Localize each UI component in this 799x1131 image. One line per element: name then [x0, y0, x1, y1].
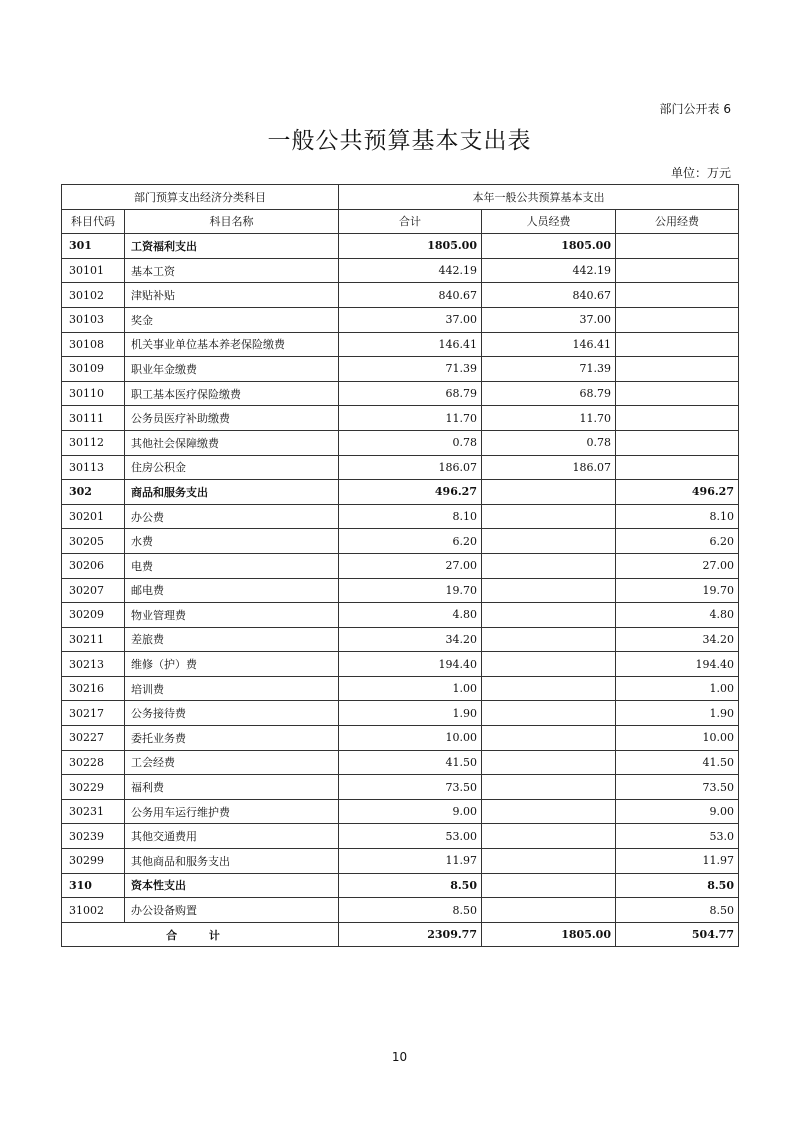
row-name-cell: 公务用车运行维护费: [125, 799, 339, 824]
row-name-cell: 委托业务费: [125, 726, 339, 751]
row-public-cell: 34.20: [616, 627, 739, 652]
row-total-cell: 27.00: [339, 553, 482, 578]
row-public-cell: [616, 258, 739, 283]
row-code-cell: 30229: [62, 775, 125, 800]
row-total-cell: 840.67: [339, 283, 482, 308]
header-group-row: [62, 185, 739, 210]
unit-label: 单位：万元: [670, 166, 731, 180]
budget-table: [61, 184, 739, 947]
row-code-cell: 310: [62, 873, 125, 898]
row-public-cell: 41.50: [616, 750, 739, 775]
row-total-cell: 1.90: [339, 701, 482, 726]
row-name-cell: 维修（护）费: [125, 652, 339, 677]
row-personnel-cell: 0.78: [482, 430, 616, 455]
row-public-cell: 27.00: [616, 553, 739, 578]
row-name-cell: 差旅费: [125, 627, 339, 652]
row-personnel-cell: [482, 726, 616, 751]
row-name-cell: 机关事业单位基本养老保险缴费: [125, 332, 339, 357]
row-total-cell: 73.50: [339, 775, 482, 800]
row-personnel-cell: [482, 750, 616, 775]
row-personnel-cell: [482, 578, 616, 603]
row-name-cell: 奖金: [125, 307, 339, 332]
row-total-cell: 0.78: [339, 430, 482, 455]
row-personnel-cell: 840.67: [482, 283, 616, 308]
header-public: 公用经费: [616, 209, 739, 234]
row-code-cell: 30102: [62, 283, 125, 308]
row-name-cell: 水费: [125, 529, 339, 554]
row-public-cell: 73.50: [616, 775, 739, 800]
row-personnel-cell: [482, 775, 616, 800]
row-name-cell: 物业管理费: [125, 603, 339, 628]
table-row: [62, 406, 739, 431]
header-code: 科目代码: [62, 209, 125, 234]
row-code-cell: 302: [62, 480, 125, 505]
row-name-cell: 资本性支出: [125, 873, 339, 898]
row-name-cell: 其他商品和服务支出: [125, 849, 339, 874]
row-personnel-cell: 68.79: [482, 381, 616, 406]
row-code-cell: 30113: [62, 455, 125, 480]
row-public-cell: 8.50: [616, 898, 739, 923]
table-row: [62, 676, 739, 701]
row-personnel-cell: [482, 873, 616, 898]
row-public-cell: 1.90: [616, 701, 739, 726]
table-row: [62, 824, 739, 849]
row-name-cell: 商品和服务支出: [125, 480, 339, 505]
row-name-cell: 培训费: [125, 676, 339, 701]
row-code-cell: 30213: [62, 652, 125, 677]
row-code-cell: 30209: [62, 603, 125, 628]
table-row: [62, 381, 739, 406]
row-total-cell: 71.39: [339, 357, 482, 382]
table-row: [62, 357, 739, 382]
table-row: [62, 578, 739, 603]
row-total-cell: 186.07: [339, 455, 482, 480]
row-total-cell: 10.00: [339, 726, 482, 751]
row-personnel-cell: [482, 627, 616, 652]
row-public-cell: [616, 234, 739, 259]
row-public-cell: 11.97: [616, 849, 739, 874]
row-personnel-cell: 1805.00: [482, 234, 616, 259]
row-code-cell: 30201: [62, 504, 125, 529]
row-personnel-cell: [482, 529, 616, 554]
row-name-cell: 其他社会保障缴费: [125, 430, 339, 455]
row-name-cell: 公务员医疗补助缴费: [125, 406, 339, 431]
row-public-cell: [616, 406, 739, 431]
row-personnel-cell: [482, 701, 616, 726]
header-name: 科目名称: [125, 209, 339, 234]
row-public-cell: 9.00: [616, 799, 739, 824]
table-row: [62, 529, 739, 554]
table-row: [62, 430, 739, 455]
table-row: [62, 701, 739, 726]
row-name-cell: 基本工资: [125, 258, 339, 283]
row-personnel-cell: 442.19: [482, 258, 616, 283]
row-personnel-cell: [482, 898, 616, 923]
row-name-cell: 职工基本医疗保险缴费: [125, 381, 339, 406]
row-personnel-cell: [482, 676, 616, 701]
total-sum-cell: 2309.77: [339, 922, 482, 947]
table-row: [62, 799, 739, 824]
form-number: 部门公开表 6: [659, 102, 731, 116]
row-total-cell: 146.41: [339, 332, 482, 357]
row-code-cell: 30299: [62, 849, 125, 874]
header-personnel: 人员经费: [482, 209, 616, 234]
table-row: [62, 258, 739, 283]
header-column-row: [62, 209, 739, 234]
row-personnel-cell: [482, 504, 616, 529]
row-code-cell: 30103: [62, 307, 125, 332]
table-row: [62, 775, 739, 800]
table-row: [62, 455, 739, 480]
row-personnel-cell: 146.41: [482, 332, 616, 357]
row-public-cell: 1.00: [616, 676, 739, 701]
row-name-cell: 职业年金缴费: [125, 357, 339, 382]
page-title: 一般公共预算基本支出表: [267, 128, 532, 154]
total-personnel-cell: 1805.00: [482, 922, 616, 947]
row-name-cell: 工资福利支出: [125, 234, 339, 259]
row-code-cell: 30109: [62, 357, 125, 382]
row-public-cell: [616, 430, 739, 455]
row-public-cell: 496.27: [616, 480, 739, 505]
row-name-cell: 其他交通费用: [125, 824, 339, 849]
header-group-expenditure: 本年一般公共预算基本支出: [339, 185, 739, 210]
row-total-cell: 19.70: [339, 578, 482, 603]
row-code-cell: 31002: [62, 898, 125, 923]
row-total-cell: 8.50: [339, 873, 482, 898]
row-code-cell: 30206: [62, 553, 125, 578]
row-total-cell: 8.50: [339, 898, 482, 923]
row-total-cell: 442.19: [339, 258, 482, 283]
row-total-cell: 34.20: [339, 627, 482, 652]
row-code-cell: 30108: [62, 332, 125, 357]
row-total-cell: 194.40: [339, 652, 482, 677]
row-personnel-cell: [482, 799, 616, 824]
row-public-cell: [616, 332, 739, 357]
row-total-cell: 4.80: [339, 603, 482, 628]
row-personnel-cell: [482, 480, 616, 505]
table-body: [62, 234, 739, 923]
row-code-cell: 30228: [62, 750, 125, 775]
row-personnel-cell: [482, 849, 616, 874]
row-code-cell: 30112: [62, 430, 125, 455]
row-personnel-cell: [482, 553, 616, 578]
row-public-cell: 194.40: [616, 652, 739, 677]
row-code-cell: 30227: [62, 726, 125, 751]
row-public-cell: 8.10: [616, 504, 739, 529]
row-total-cell: 496.27: [339, 480, 482, 505]
total-row: [62, 922, 739, 947]
table-row: [62, 726, 739, 751]
row-name-cell: 办公费: [125, 504, 339, 529]
row-code-cell: 30239: [62, 824, 125, 849]
row-public-cell: [616, 307, 739, 332]
row-total-cell: 53.00: [339, 824, 482, 849]
row-code-cell: 30205: [62, 529, 125, 554]
table-row: [62, 553, 739, 578]
row-public-cell: 53.0: [616, 824, 739, 849]
total-public-cell: 504.77: [616, 922, 739, 947]
row-name-cell: 办公设备购置: [125, 898, 339, 923]
row-personnel-cell: [482, 824, 616, 849]
table-row: [62, 307, 739, 332]
table-row: [62, 603, 739, 628]
row-code-cell: 30217: [62, 701, 125, 726]
row-name-cell: 公务接待费: [125, 701, 339, 726]
header-total: 合计: [339, 209, 482, 234]
row-public-cell: [616, 381, 739, 406]
row-name-cell: 工会经费: [125, 750, 339, 775]
row-code-cell: 30111: [62, 406, 125, 431]
table-row: [62, 283, 739, 308]
row-code-cell: 301: [62, 234, 125, 259]
row-public-cell: 8.50: [616, 873, 739, 898]
table-row: [62, 234, 739, 259]
row-personnel-cell: 37.00: [482, 307, 616, 332]
row-name-cell: 电费: [125, 553, 339, 578]
row-code-cell: 30211: [62, 627, 125, 652]
row-code-cell: 30207: [62, 578, 125, 603]
row-code-cell: 30101: [62, 258, 125, 283]
row-total-cell: 8.10: [339, 504, 482, 529]
row-total-cell: 68.79: [339, 381, 482, 406]
row-code-cell: 30110: [62, 381, 125, 406]
table-row: [62, 627, 739, 652]
row-public-cell: 10.00: [616, 726, 739, 751]
row-total-cell: 6.20: [339, 529, 482, 554]
header-group-classification: 部门预算支出经济分类科目: [62, 185, 339, 210]
table-row: [62, 332, 739, 357]
row-name-cell: 住房公积金: [125, 455, 339, 480]
table-row: [62, 480, 739, 505]
row-public-cell: [616, 357, 739, 382]
table-row: [62, 750, 739, 775]
row-personnel-cell: 71.39: [482, 357, 616, 382]
row-personnel-cell: 11.70: [482, 406, 616, 431]
table-row: [62, 849, 739, 874]
row-public-cell: [616, 283, 739, 308]
row-public-cell: 4.80: [616, 603, 739, 628]
row-public-cell: 19.70: [616, 578, 739, 603]
row-total-cell: 1805.00: [339, 234, 482, 259]
row-total-cell: 37.00: [339, 307, 482, 332]
row-personnel-cell: 186.07: [482, 455, 616, 480]
page-number: 10: [391, 1050, 408, 1064]
row-personnel-cell: [482, 652, 616, 677]
row-total-cell: 9.00: [339, 799, 482, 824]
table-row: [62, 898, 739, 923]
row-total-cell: 41.50: [339, 750, 482, 775]
table-row: [62, 652, 739, 677]
row-public-cell: 6.20: [616, 529, 739, 554]
row-name-cell: 福利费: [125, 775, 339, 800]
table-row: [62, 504, 739, 529]
row-total-cell: 1.00: [339, 676, 482, 701]
table-row: [62, 873, 739, 898]
row-name-cell: 邮电费: [125, 578, 339, 603]
row-personnel-cell: [482, 603, 616, 628]
row-public-cell: [616, 455, 739, 480]
total-label: 合 计: [62, 922, 339, 947]
row-code-cell: 30231: [62, 799, 125, 824]
row-total-cell: 11.70: [339, 406, 482, 431]
row-code-cell: 30216: [62, 676, 125, 701]
row-name-cell: 津贴补贴: [125, 283, 339, 308]
row-total-cell: 11.97: [339, 849, 482, 874]
